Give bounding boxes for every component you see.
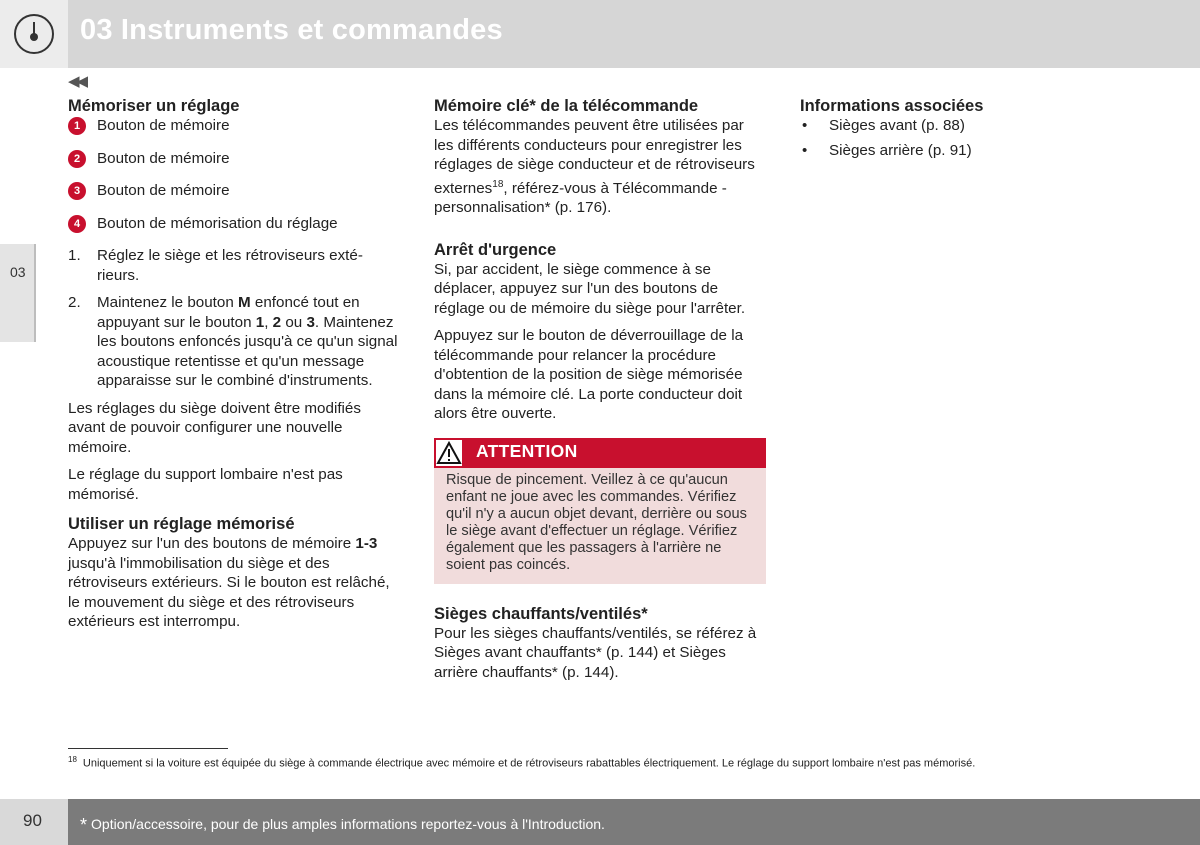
- paragraph: Si, par accident, le siège commence à se déplacer, appuyez sur l'un des boutons de réglage ou de mémoire du siège pour l'arrêter.: [434, 260, 746, 317]
- paragraph: Le réglage du support lombaire n'est pas mémorisé.: [68, 466, 343, 503]
- step-number: 2.: [68, 294, 81, 311]
- list-item: [68, 181, 398, 201]
- asterisk-icon: *: [80, 815, 88, 835]
- step-item: [68, 293, 398, 391]
- bullet-icon: •: [802, 141, 808, 159]
- column-right: [800, 96, 1130, 165]
- list-item-text: Bouton de mémorisation du réglage: [97, 214, 338, 232]
- warning-box: [434, 438, 766, 584]
- list-item-text: Bouton de mémoire: [97, 117, 230, 134]
- step-item: [68, 246, 398, 285]
- footnote-reference: 18: [492, 178, 504, 190]
- related-link[interactable]: Sièges arrière (p. 91): [829, 141, 972, 159]
- step-text: Réglez le siège et les rétroviseurs extérieurs.: [97, 247, 363, 284]
- number-badge-icon: 3: [68, 182, 86, 200]
- gauge-icon: [14, 14, 54, 54]
- warning-header: [434, 438, 766, 468]
- paragraph: Les télécommandes peuvent être utilisées par les différents conducteurs pour enregistrer les réglages de siège conducteur et de rétroviseurs externes$^{18}$, référez-vous à Télécommande - personnalisation* (p. 176).: [434, 117, 755, 217]
- number-badge-icon: 4: [68, 215, 86, 233]
- section-heading-use-memory: Utiliser un réglage mémorisé: [68, 515, 295, 533]
- chapter-side-tab[interactable]: [0, 244, 36, 342]
- section-heading-related-info: Informations associées: [800, 97, 984, 115]
- warning-text: Risque de pincement. Veillez à ce qu'aucun enfant ne joue avec les commandes. Vérifiez qu'il n'y a aucun objet devant, derrière ou sous le siège avant d'effectuer un réglage. Vérifiez également que les passagers à l'arrière ne soient pas coincés.: [446, 471, 747, 573]
- list-item-text: Bouton de mémoire: [97, 182, 230, 199]
- footnote-number: 18: [68, 755, 77, 764]
- related-link[interactable]: Sièges avant (p. 88): [829, 117, 965, 134]
- list-item-text: Bouton de mémoire: [97, 149, 230, 167]
- section-heading-heated-seats: Sièges chauffants/ventilés*: [434, 604, 648, 623]
- number-badge-icon: 2: [68, 150, 86, 168]
- footnote-text: Uniquement si la voiture est équipée du siège à commande électrique avec mémoire et de rétroviseurs rabattables électriquement. Le réglage du support lombaire n'est pas mémorisé.: [82, 757, 976, 770]
- chapter-icon-box: [0, 0, 68, 68]
- bullet-icon: •: [802, 117, 808, 134]
- paragraph: Appuyez sur le bouton de déverrouillage de la télécommande pour relancer la procédure d'obtention de la position de siège mémorisée dans la mémoire clé. La porte conducteur doit alors être ouverte.: [434, 327, 744, 423]
- warning-title: ATTENTION: [476, 440, 578, 461]
- paragraph: Pour les sièges chauffants/ventilés, se référez à Sièges avant chauffants* (p. 144) et Sièges arrière chauffants* (p. 144).: [434, 624, 757, 681]
- footer-note: [80, 813, 605, 834]
- section-heading-key-memory: Mémoire clé* de la télécommande: [434, 97, 699, 115]
- step-text: Maintenez le bouton M enfoncé tout en appuyant sur le bouton 1, 2 ou 3. Maintenez les boutons enfoncés jusqu'à ce qu'un signal acoustique retentisse et qu'un message apparaisse sur le combiné d'instruments.: [97, 294, 398, 389]
- section-heading-memorize: Mémoriser un réglage: [68, 97, 240, 115]
- page-number-box: [0, 799, 68, 845]
- column-left: [68, 96, 398, 640]
- section-heading-emergency-stop: Arrêt d'urgence: [434, 240, 557, 259]
- number-badge-icon: 1: [68, 117, 86, 135]
- step-number: 1.: [68, 247, 81, 264]
- back-navigation-icon[interactable]: ◀◀: [68, 73, 86, 90]
- column-middle: [434, 96, 766, 690]
- paragraph: Les réglages du siège doivent être modifiés avant de pouvoir configurer une nouvelle mémoire.: [68, 399, 361, 456]
- footnote: [68, 755, 1198, 770]
- footnote-divider: [68, 748, 228, 749]
- list-item: [68, 214, 398, 234]
- related-link-item[interactable]: [800, 116, 1130, 136]
- list-item: [68, 116, 398, 136]
- page-header: [0, 0, 1200, 68]
- paragraph: Appuyez sur l'un des boutons de mémoire 1-3 jusqu'à l'immobilisation du siège et des rétroviseurs extérieurs. Si le bouton est relâché, le mouvement du siège et des rétroviseurs extérieurs est interrompu.: [68, 535, 390, 630]
- page-number: 90: [23, 811, 42, 830]
- list-item: [68, 149, 398, 169]
- page-footer: [0, 799, 1200, 845]
- footer-note-text: Option/accessoire, pour de plus amples informations reportez-vous à l'Introduction.: [91, 816, 605, 832]
- related-link-item[interactable]: [800, 141, 1130, 161]
- warning-triangle-icon: [436, 440, 462, 466]
- chapter-title: 03 Instruments et commandes: [80, 14, 503, 46]
- chapter-side-tab-label: 03: [10, 264, 26, 280]
